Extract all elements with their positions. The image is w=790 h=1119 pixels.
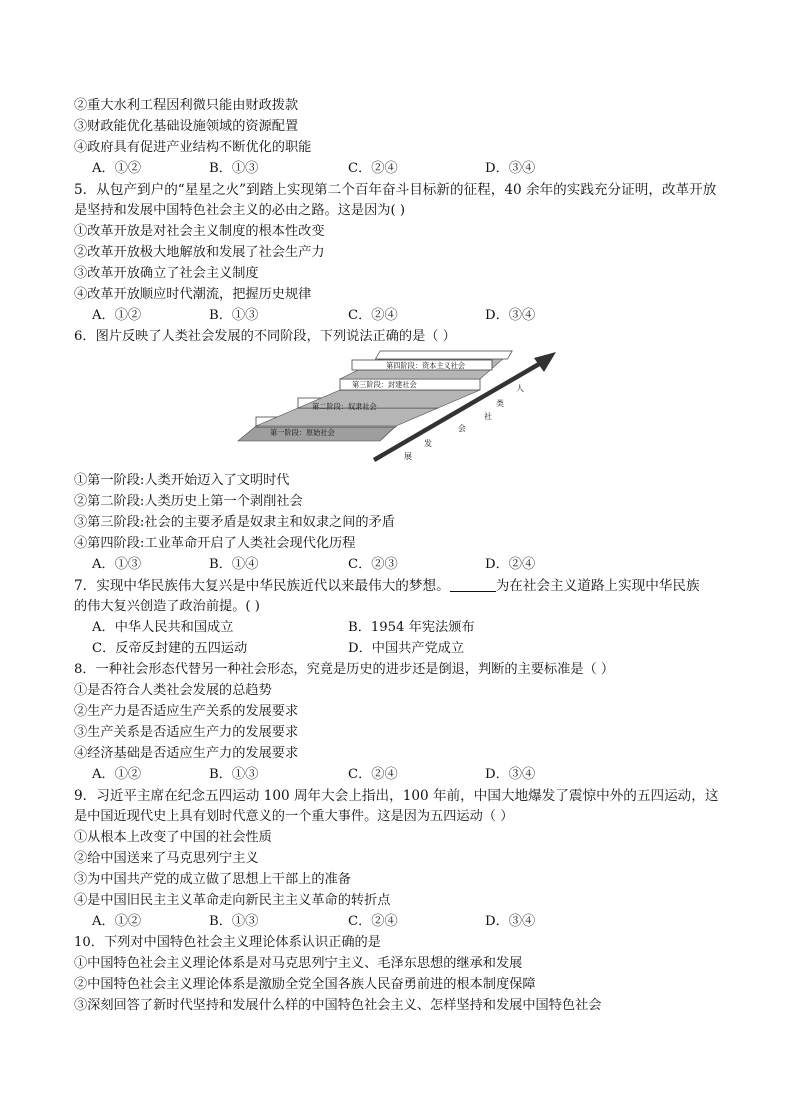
q5-item-4: ④改革开放顺应时代潮流，把握历史规律 [74,287,312,302]
q6-item-3: ③第三阶段:社会的主要矛盾是奴隶主和奴隶之间的矛盾 [74,515,395,530]
q8-stem: 8．一种社会形态代替另一种社会形态，究竟是历史的进步还是倒退，判断的主要标准是（ ） [74,662,615,677]
q8-option-b[interactable]: B．①③ [209,767,259,782]
stage-1-label: 第一阶段：原始社会 [270,428,335,437]
q9-stem-line1: 9．习近平主席在纪念五四运动 100 周年大会上指出，100 年前，中国大地爆发了震惊中外的五四运动，这 [74,788,719,804]
q4-item-2: ②重大水利工程因利微只能由财政拨款 [74,98,299,113]
q9-option-b[interactable]: B．①③ [209,914,259,929]
q4-option-c[interactable]: C．②④ [348,161,398,176]
q8-option-d[interactable]: D．③④ [485,767,536,782]
q7-option-c[interactable]: C．反帝反封建的五四运动 [92,641,248,656]
q6-option-d[interactable]: D．②④ [485,557,536,572]
q9-item-2: ②给中国送来了马克思列宁主义 [74,851,259,866]
q7-stem-line2: 的伟大复兴创造了政治前提。( ) [74,599,260,614]
q4-option-d[interactable]: D．③④ [485,161,536,176]
q6-item-1: ①第一阶段:人类开始迈入了文明时代 [74,473,290,488]
stage-2-label: 第二阶段：奴隶社会 [312,402,377,411]
q7-stem-part-a: 7．实现中华民族伟大复兴是中华民族近代以来最伟大的梦想。 [74,578,450,594]
q5-option-b[interactable]: B．①③ [209,308,259,323]
q9-stem-line2: 是中国近现代史上具有划时代意义的一个重大事件。这是因为五四运动（ ） [74,809,514,824]
q5-item-2: ②改革开放极大地解放和发展了社会生产力 [74,245,325,260]
society-stages-figure [228,346,568,468]
q9-item-4: ④是中国旧民主主义革命走向新民主主义革命的转折点 [74,893,391,908]
q7-option-d[interactable]: D．中国共产党成立 [348,641,465,656]
q10-item-1: ①中国特色社会主义理论体系是对马克思列宁主义、毛泽东思想的继承和发展 [74,956,523,971]
q5-option-c[interactable]: C．②④ [348,308,398,323]
q8-option-c[interactable]: C．②④ [348,767,398,782]
q5-option-d[interactable]: D．③④ [485,308,536,323]
arrow-label-char-4: 会 [458,424,466,433]
arrow-label-char-2: 类 [496,399,504,408]
q8-item-2: ②生产力是否适应生产关系的发展要求 [74,704,299,719]
q6-option-c[interactable]: C．②③ [348,557,398,572]
q5-item-3: ③改革开放确立了社会主义制度 [74,266,259,281]
q9-item-3: ③为中国共产党的成立做了思想上干部上的准备 [74,872,351,887]
stage-4-label: 第四阶段：资本主义社会 [386,361,466,370]
arrow-head-icon [534,352,556,372]
q6-item-2: ②第二阶段:人类历史上第一个剥削社会 [74,494,303,509]
q10-item-3: ③深刻回答了新时代坚持和发展什么样的中国特色社会主义、怎样坚持和发展中国特色社会 [74,998,602,1013]
q7-stem-line1 [74,576,700,596]
q9-option-c[interactable]: C．②④ [348,914,398,929]
q7-answer-blank [450,577,496,592]
q7-stem-part-b: 为在社会主义道路上实现中华民族 [495,578,700,594]
q5-option-a[interactable]: A．①② [92,308,142,323]
arrow-label-char-6: 展 [404,452,412,461]
q4-option-a[interactable]: A．①② [92,161,142,176]
q4-item-4: ④政府具有促进产业结构不断优化的职能 [74,140,312,155]
q5-item-1: ①改革开放是对社会主义制度的根本性改变 [74,224,325,239]
q6-stem: 6．图片反映了人类社会发展的不同阶段，下列说法正确的是（ ） [74,329,456,344]
q5-stem-line2: 是坚持和发展中国特色社会主义的必由之路。这是因为( ) [74,203,405,218]
q4-item-3: ③财政能优化基础设施领域的资源配置 [74,119,299,134]
arrow-label-char-3: 社 [484,412,492,421]
q8-item-3: ③生产关系是否适应生产力的发展要求 [74,725,299,740]
q6-option-a[interactable]: A．①③ [92,557,142,572]
q7-option-b[interactable]: B．1954 年宪法颁布 [348,620,475,635]
stage-3-label: 第三阶段：封建社会 [352,380,417,389]
q4-option-b[interactable]: B．①③ [209,161,259,176]
q5-stem-line1: 5．从包产到户的“星星之火”到踏上实现第二个百年奋斗目标新的征程，40 余年的实践充分证明，改革开放 [74,182,717,198]
q9-option-a[interactable]: A．①② [92,914,142,929]
arrow-label-char-5: 发 [424,439,432,448]
q10-stem: 10．下列对中国特色社会主义理论体系认识正确的是 [74,935,381,950]
q9-item-1: ①从根本上改变了中国的社会性质 [74,830,272,845]
q6-option-b[interactable]: B．①④ [209,557,259,572]
q9-option-d[interactable]: D．③④ [485,914,536,929]
arrow-label-char-1: 人 [516,384,524,393]
q7-option-a[interactable]: A．中华人民共和国成立 [92,620,234,635]
q10-item-2: ②中国特色社会主义理论体系是激励全党全国各族人民奋勇前进的根本制度保障 [74,977,536,992]
q8-option-a[interactable]: A．①② [92,767,142,782]
q8-item-4: ④经济基础是否适应生产力的发展要求 [74,746,299,761]
q8-item-1: ①是否符合人类社会发展的总趋势 [74,683,272,698]
q6-item-4: ④第四阶段:工业革命开启了人类社会现代化历程 [74,536,356,551]
